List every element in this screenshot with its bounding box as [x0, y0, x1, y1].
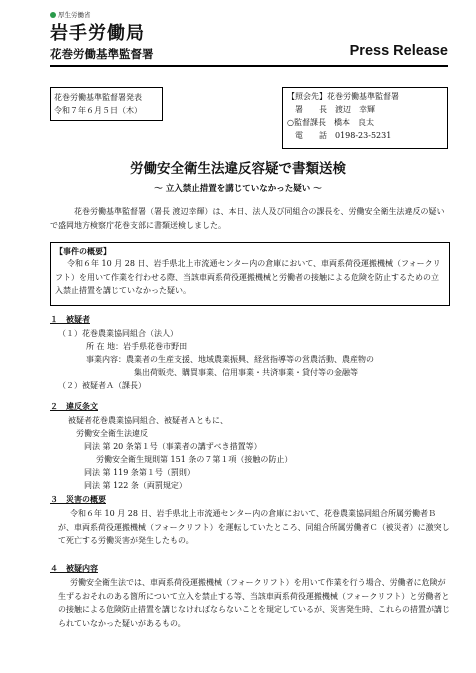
violation-rule-151: 労働安全衛生規則第 151 条の７第１項（接触の防止） [96, 455, 293, 464]
case-summary-box [50, 242, 450, 306]
contact-heading: 【照会先】花巻労働基準監督署 [287, 92, 399, 101]
violation-subjects: 被疑者花巻農業協同組合、被疑者Ａともに、 [68, 416, 228, 425]
section-suspects-title: １ 被疑者 [50, 315, 90, 324]
case-summary-body: 令和６年 10 月 28 日、岩手県北上市流通センター内の倉庫において、車両系荷役運搬機械（フォークリフト）を用いて作業を行わせる際、当該車両系荷役運搬機械と労働者の接触による危険を防止するための立入禁止措置を講じていなかった疑い。 [55, 259, 441, 295]
section-violations-title: ２ 違反条文 [50, 402, 98, 411]
suspect-2: （２）被疑者Ａ（課長） [58, 381, 146, 390]
intro-paragraph: 花巻労働基準監督署（署長 渡辺幸輝）は、本日、法人及び同組合の課長を、労働安全衛生法違反の疑いで盛岡地方検察庁花巻支部に書類送検しました。 [50, 207, 445, 230]
bureau-name: 岩手労働局 [50, 23, 145, 44]
section-charges-title: ４ 被疑内容 [50, 564, 98, 573]
contact-section-chief: ○監督課長 橋本 良太 [287, 118, 374, 127]
press-release-label: Press Release [349, 43, 448, 59]
issue-date: 令和７年６月５日（木） [54, 106, 142, 115]
page-title: 労働安全衛生法違反容疑で書類送検 [130, 161, 346, 177]
violation-law: 労働安全衛生法違反 [76, 429, 148, 438]
violation-article-119: 同法 第 119 条第１号（罰則） [84, 468, 195, 477]
suspect-1: （１）花巻農業協同組合（法人） [58, 329, 178, 338]
issue-box [50, 87, 163, 121]
section-accident-title: ３ 災害の概要 [50, 495, 106, 504]
accident-summary: 令和６年 10 月 28 日、岩手県北上市流通センター内の倉庫において、花巻農業協同組合所属労働者Ｂが、車両系荷役運搬機械（フォークリフト）を運転していたところ、同組合所属労働者Ｃ（被災者）に激突して死亡する労働災害が発生したもの。 [58, 509, 450, 545]
violation-article-122: 同法 第 122 条（両罰規定） [84, 481, 187, 490]
contact-phone: 電 話 0198-23-5231 [287, 131, 392, 140]
suspect-1-business-cont: 集出荷販売、購買事業、信用事業・共済事業・貸付等の金融等 [134, 368, 358, 377]
violation-article-20: 同法 第 20 条第１号（事業者の講ずべき措置等） [84, 442, 262, 451]
ministry-label [50, 10, 91, 19]
suspect-1-business: 事業内容：農業者の生産支援、地域農業振興、経営指導等の営農活動、農産物の [86, 355, 374, 364]
charges-detail: 労働安全衛生法では、車両系荷役運搬機械（フォークリフト）を用いて作業を行う場合、労働者に危険が生ずるおそれのある箇所について立入を禁止する等、当該車両系荷役運搬機械（フォークリフト）と労働者との接触による危険防止措置を講じなければならないことを規定しているが、災害発生時、これらの措置が講じられていなかった疑いがあるもの。 [58, 578, 450, 628]
section-violations [68, 414, 450, 492]
page-subtitle: ～ 立入禁止措置を講じていなかった疑い ～ [154, 184, 322, 194]
issue-office: 花巻労働基準監督署発表 [54, 93, 142, 102]
ministry-logo-icon [50, 12, 56, 18]
section-suspects [58, 327, 450, 392]
contact-box [282, 87, 448, 149]
office-name: 花巻労働基準監督署 [50, 47, 154, 61]
contact-chief: 署 長 渡辺 幸輝 [287, 105, 375, 114]
suspect-1-address: 所 在 地：岩手県花巻市野田 [86, 342, 188, 351]
header-divider [50, 65, 448, 67]
ministry-name: 厚生労働省 [58, 11, 91, 19]
case-summary-heading: 【事件の概要】 [55, 246, 111, 256]
